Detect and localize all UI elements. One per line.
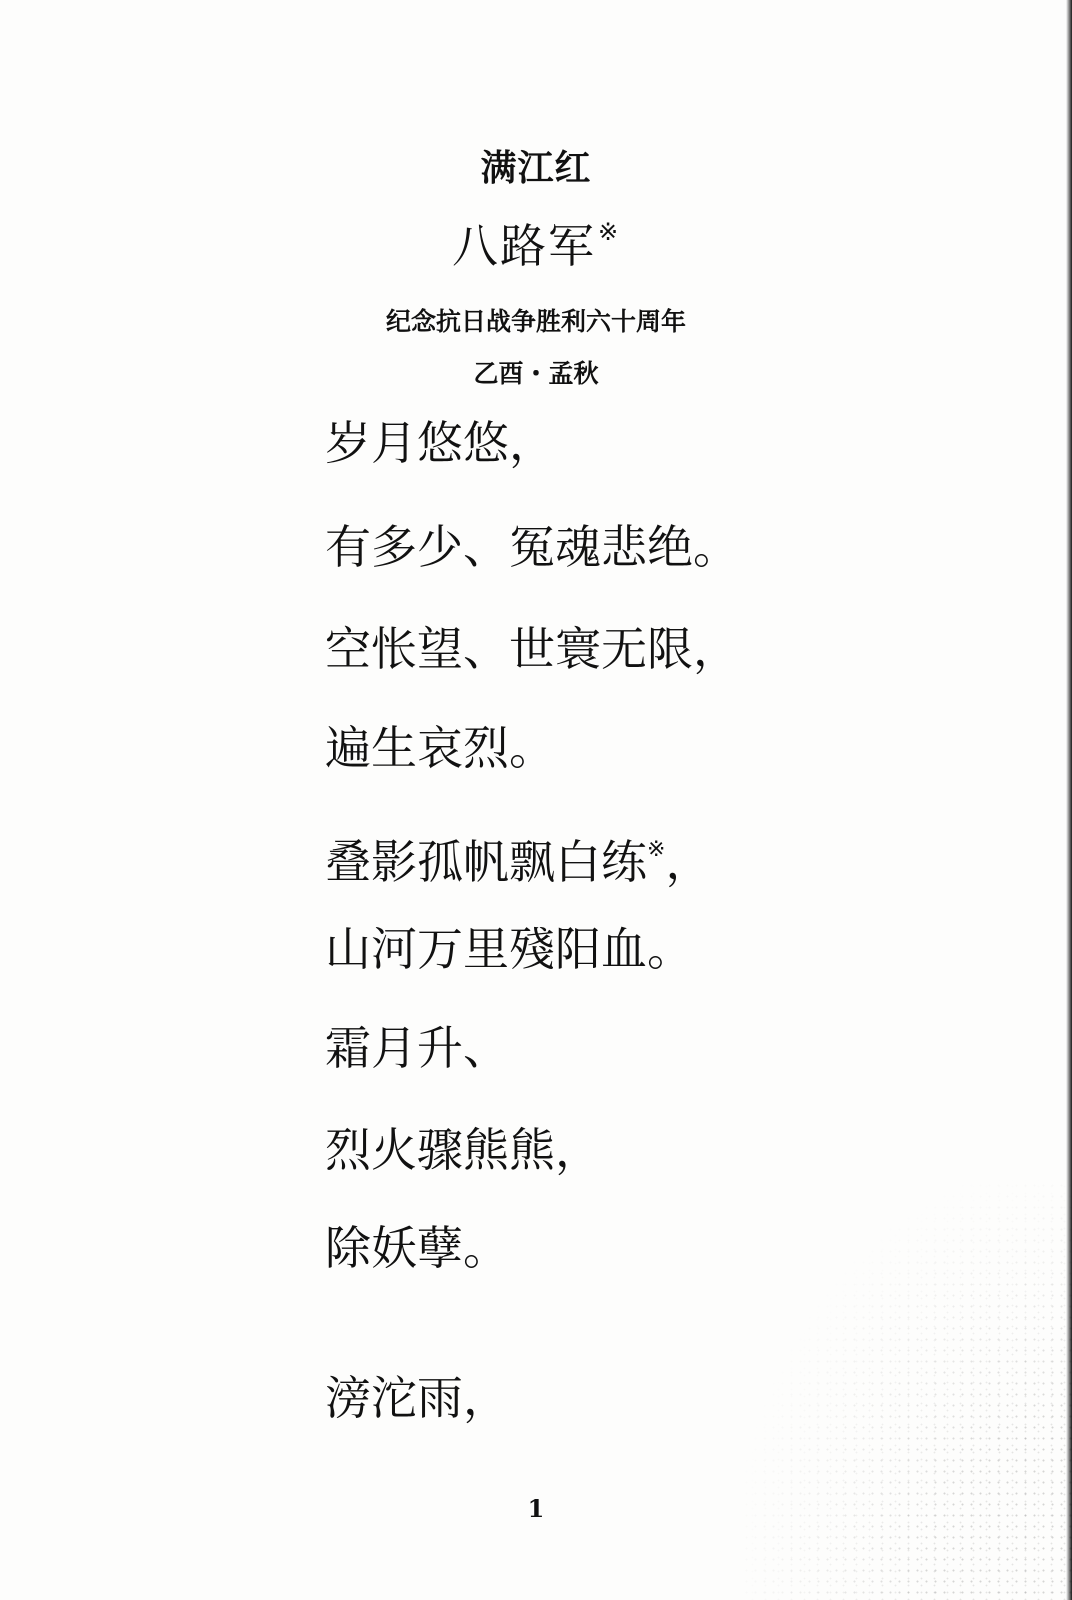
- verse-line: [325, 415, 885, 471]
- poem-title-text: 八路军: [451, 219, 596, 273]
- verse-line: [325, 519, 885, 575]
- verse-line: [325, 822, 885, 890]
- poem-title: [0, 210, 1072, 276]
- tune-title: 满江红: [480, 147, 592, 189]
- verse-line: [325, 1220, 885, 1276]
- date-line: 乙酉・孟秋: [473, 359, 599, 388]
- footnote-mark: ※: [597, 218, 621, 246]
- verse-text: 烈火骤熊熊，: [325, 1123, 601, 1177]
- verse-text: 滂沱雨，: [325, 1371, 509, 1425]
- verse-line: [325, 1370, 885, 1426]
- verse-text: 霜月升、: [325, 1021, 509, 1075]
- verse-text: 空怅望、世寰无限，: [325, 622, 739, 676]
- footnote-mark: ※: [647, 837, 666, 862]
- verse-text: 叠影孤帆飘白练: [325, 835, 647, 889]
- dedication-line: 纪念抗日战争胜利六十周年: [385, 307, 686, 336]
- verse-line: [325, 720, 885, 776]
- verse-text: 岁月悠悠，: [325, 416, 555, 470]
- verse-punctuation: ，: [665, 835, 712, 889]
- verse-text: 有多少、冤魂悲绝。: [325, 520, 739, 574]
- page-number: 1: [527, 1494, 545, 1523]
- verse-text: 遍生哀烈。: [325, 721, 555, 775]
- verse-text: 山河万里殘阳血。: [325, 922, 693, 976]
- verse-line: [325, 921, 885, 977]
- verse-line: [325, 1020, 885, 1076]
- verse-line: [325, 1122, 885, 1178]
- verse-text: 除妖孽。: [325, 1221, 509, 1275]
- verse-line: [325, 621, 885, 677]
